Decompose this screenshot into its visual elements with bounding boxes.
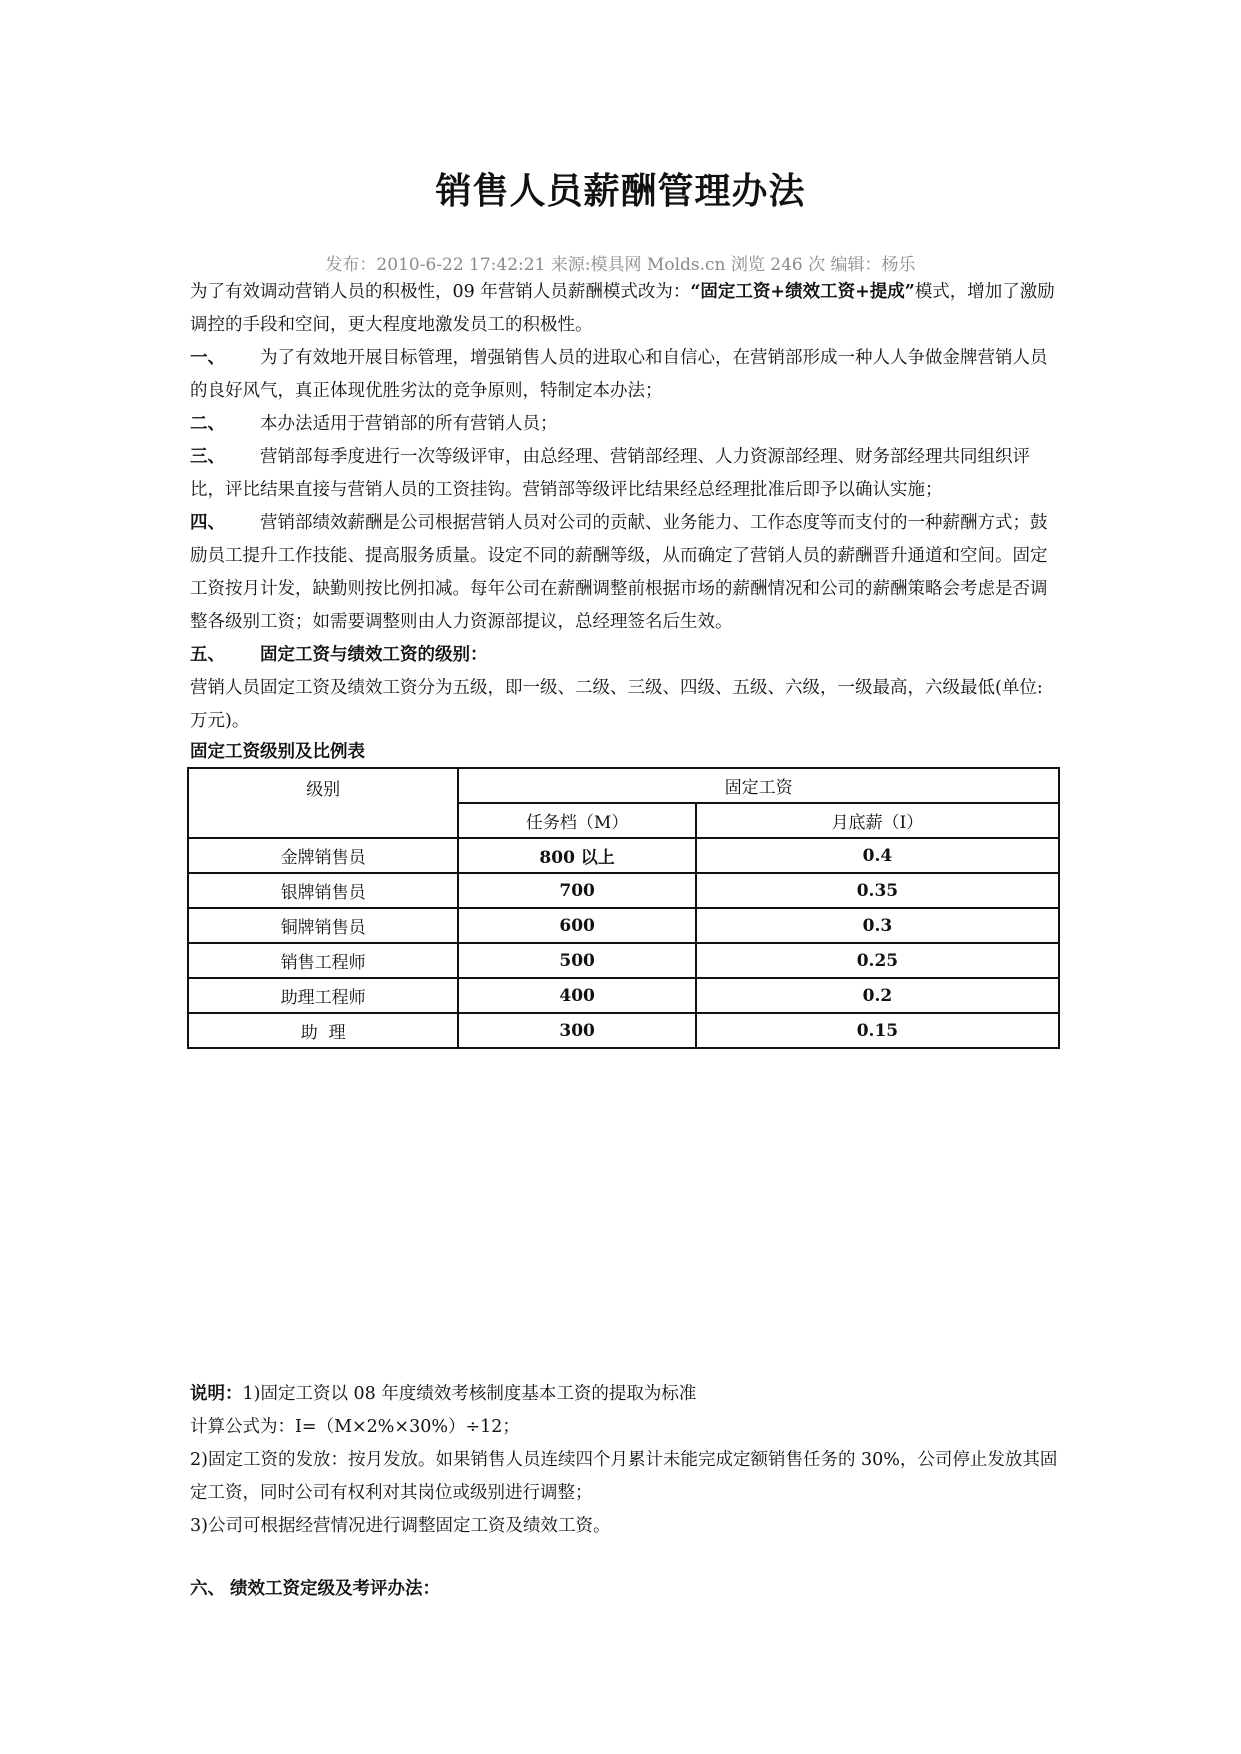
table-row <box>188 908 1059 943</box>
note-formula: 计算公式为：I=（M×2%×30%）÷12； <box>190 1417 520 1437</box>
section-6-heading: 六、 绩效工资定级及考评办法： <box>190 1579 440 1599</box>
note-3: 3)公司可根据经营情况进行调整固定工资及绩效工资。 <box>190 1516 611 1536</box>
table-row <box>188 978 1059 1013</box>
cell-task: 600 <box>458 908 695 943</box>
salary-table <box>187 767 1060 1049</box>
cell-base: 0.3 <box>696 908 1059 943</box>
item-1: 一、 为了有效地开展目标管理，增强销售人员的进取心和自信心，在营销部形成一种人人争做金牌营销人员的良好风气，真正体现优胜劣汰的竞争原则，特制定本办法； <box>190 348 1048 401</box>
cell-task: 300 <box>458 1013 695 1048</box>
cell-level: 铜牌销售员 <box>188 908 458 943</box>
table-row <box>188 943 1059 978</box>
notes-label: 说明： <box>190 1384 243 1404</box>
note-1: 说明：1)固定工资以 08 年度绩效考核制度基本工资的提取为标准 <box>190 1384 697 1404</box>
item-4: 四、 营销部绩效薪酬是公司根据营销人员对公司的贡献、业务能力、工作态度等而支付的一种薪酬方式；鼓励员工提升工作技能、提高服务质量。设定不同的薪酬等级，从而确定了营销人员的薪酬晋升通道和空间。固定工资按月计发，缺勤则按比例扣减。每年公司在薪酬调整前根据市场的薪酬情况和公司的薪酬策略会考虑是否调整各级别工资；如需要调整则由人力资源部提议，总经理签名后生效。 <box>190 513 1048 632</box>
table-caption: 固定工资级别及比例表 <box>190 742 365 762</box>
cell-level: 银牌销售员 <box>188 873 458 908</box>
cell-level: 销售工程师 <box>188 943 458 978</box>
header-task: 任务档（M） <box>458 803 695 838</box>
cell-level: 金牌销售员 <box>188 838 458 873</box>
cell-base: 0.4 <box>696 838 1059 873</box>
table-row <box>188 838 1059 873</box>
cell-task: 400 <box>458 978 695 1013</box>
cell-base: 0.35 <box>696 873 1059 908</box>
cell-level: 助 理 <box>188 1013 458 1048</box>
cell-base: 0.25 <box>696 943 1059 978</box>
cell-task: 800 以上 <box>458 838 695 873</box>
header-level: 级别 <box>188 768 458 838</box>
cell-task: 700 <box>458 873 695 908</box>
table-row <box>188 873 1059 908</box>
item-2: 二、 本办法适用于营销部的所有营销人员； <box>190 414 558 434</box>
article-meta: 发布：2010-6-22 17:42:21 来源:模具网 Molds.cn 浏览 246 次 编辑：杨乐 <box>325 255 916 275</box>
cell-level: 助理工程师 <box>188 978 458 1013</box>
cell-base: 0.2 <box>696 978 1059 1013</box>
page-title: 销售人员薪酬管理办法 <box>435 171 806 212</box>
cell-task: 500 <box>458 943 695 978</box>
table-row <box>188 1013 1059 1048</box>
body-text <box>190 276 1060 738</box>
item-3: 三、 营销部每季度进行一次等级评审，由总经理、营销部经理、人力资源部经理、财务部经理共同组织评比，评比结果直接与营销人员的工资挂钩。营销部等级评比结果经总经理批准后即予以确认实施； <box>190 447 1030 500</box>
section-5-heading: 五、 固定工资与绩效工资的级别： <box>190 645 488 665</box>
salary-mode: “固定工资+绩效工资+提成” <box>690 282 915 302</box>
cell-base: 0.15 <box>696 1013 1059 1048</box>
header-fixed-salary: 固定工资 <box>458 768 1059 803</box>
notes-section <box>190 1378 1060 1543</box>
header-base-salary: 月底薪（I） <box>696 803 1059 838</box>
intro-paragraph: 为了有效调动营销人员的积极性，09 年营销人员薪酬模式改为：“固定工资+绩效工资+提成”模式，增加了激励调控的手段和空间，更大程度地激发员工的积极性。 <box>190 282 1055 335</box>
note-2: 2)固定工资的发放：按月发放。如果销售人员连续四个月累计未能完成定额销售任务的 30%，公司停止发放其固定工资，同时公司有权利对其岗位或级别进行调整； <box>190 1450 1058 1503</box>
section-5-text: 营销人员固定工资及绩效工资分为五级，即一级、二级、三级、四级、五级、六级，一级最高，六级最低(单位:万元)。 <box>190 678 1043 731</box>
